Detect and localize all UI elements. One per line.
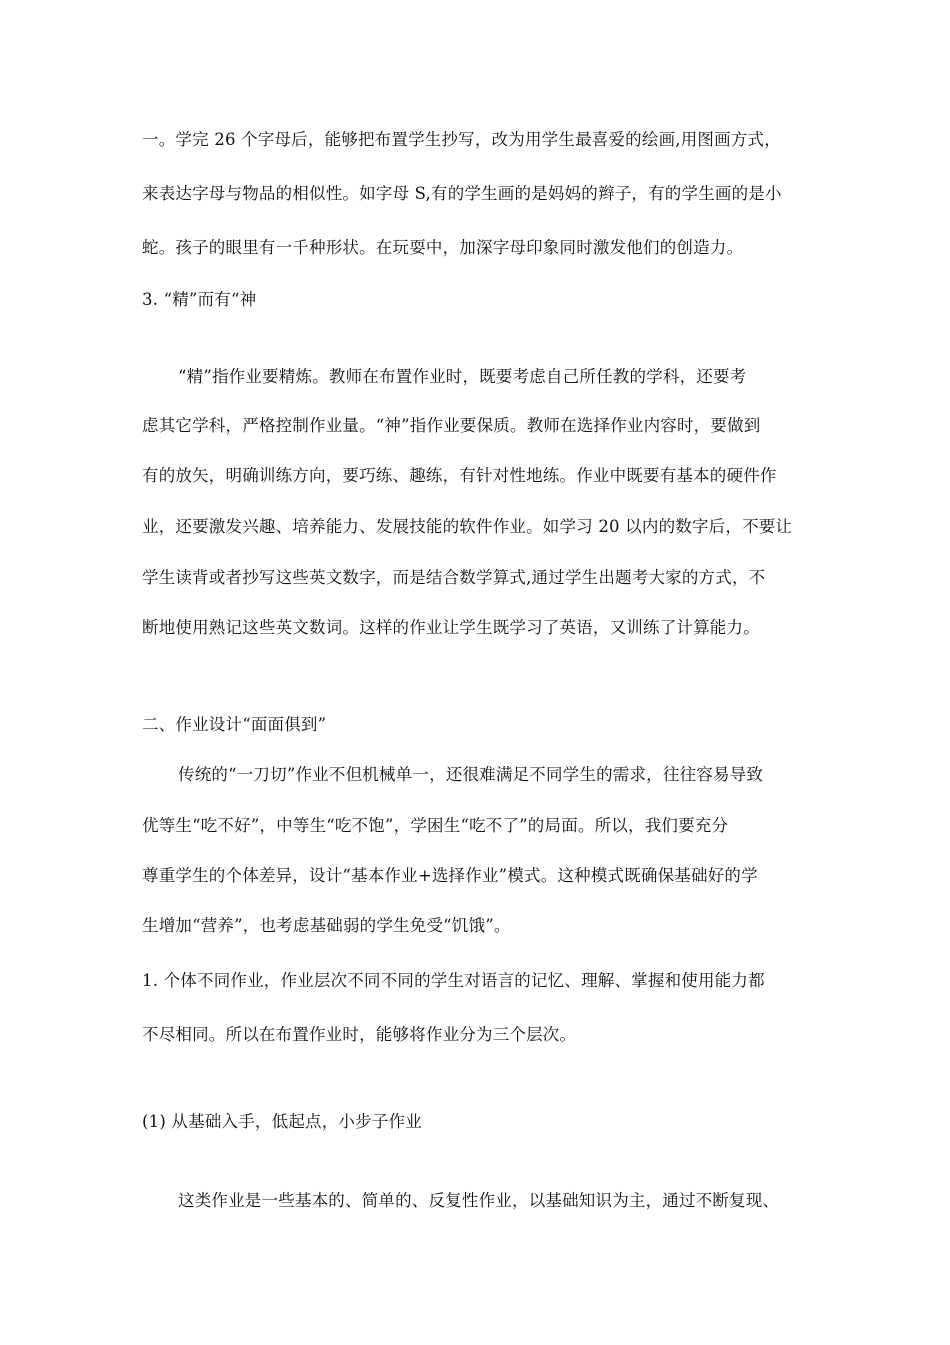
text-line: 断地使用熟记这些英文数词。这样的作业让学生既学习了英语，又训练了计算能力。: [142, 618, 760, 637]
text-line: 一。学完 26 个字母后，能够把布置学生抄写，改为用学生最喜爱的绘画,用图画方式，: [142, 130, 781, 149]
text-line: 优等生“吃不好”，中等生“吃不饱”，学困生“吃不了”的局面。所以，我们要充分: [142, 816, 729, 835]
text-line: 不尽相同。所以在布置作业时，能够将作业分为三个层次。: [142, 1025, 577, 1044]
text-line: “精”指作业要精炼。教师在布置作业时，既要考虑自己所任教的学科，还要考: [178, 367, 747, 386]
text-line: 这类作业是一些基本的、简单的、反复性作业，以基础知识为主，通过不断复现、: [178, 1191, 780, 1210]
text-line: 业，还要激发兴趣、培养能力、发展技能的软件作业。如学习 20 以内的数字后，不要让: [142, 517, 793, 536]
list-item: (1) 从基础入手，低起点，小步子作业: [142, 1112, 422, 1131]
text-line: 来表达字母与物品的相似性。如字母 S,有的学生画的是妈妈的辫子，有的学生画的是小: [142, 184, 782, 203]
section-heading: 二、作业设计“面面俱到”: [142, 715, 327, 734]
text-line: 传统的“一刀切”作业不但机械单一，还很难满足不同学生的需求，往往容易导致: [178, 765, 764, 784]
text-line: 学生读背或者抄写这些英文数字，而是结合数学算式,通过学生出题考大家的方式，不: [142, 568, 766, 587]
text-line: 虑其它学科，严格控制作业量。“神”指作业要保质。教师在选择作业内容时，要做到: [142, 416, 761, 435]
text-line: 有的放矢，明确训练方向，要巧练、趣练，有针对性地练。作业中既要有基本的硬件作: [142, 466, 777, 485]
text-line: 生增加“营养”，也考虑基础弱的学生免受“饥饿”。: [142, 916, 511, 935]
section-heading: 3. “精”而有“神: [142, 290, 257, 309]
text-line: 尊重学生的个体差异，设计“基本作业+选择作业”模式。这种模式既确保基础好的学: [142, 866, 758, 885]
text-line: 蛇。孩子的眼里有一千种形状。在玩耍中，加深字母印象同时激发他们的创造力。: [142, 238, 744, 257]
list-item: 1. 个体不同作业，作业层次不同不同的学生对语言的记忆、理解、掌握和使用能力都: [142, 971, 765, 990]
